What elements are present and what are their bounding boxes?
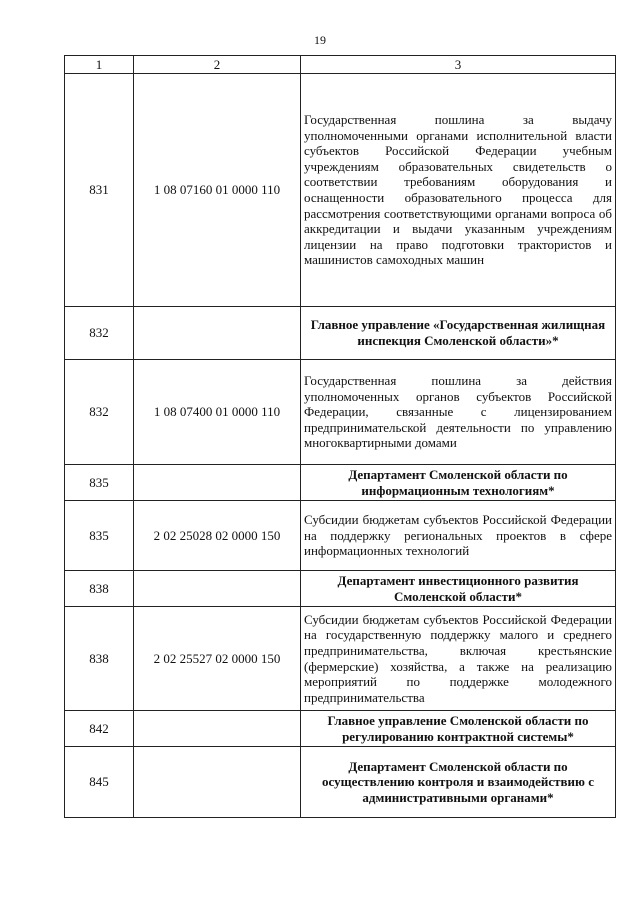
table-row: [65, 747, 616, 818]
admin-code: 832: [65, 307, 134, 360]
admin-code: 832: [65, 360, 134, 465]
column-header-3: 3: [301, 56, 616, 74]
revenue-description: Субсидии бюджетам субъектов Российской Федерации на поддержку региональных проектов в сфере информационных технологий: [301, 501, 616, 571]
budget-code: [134, 711, 301, 747]
admin-code: 838: [65, 607, 134, 711]
revenue-description: Субсидии бюджетам субъектов Российской Федерации на государственную поддержку малого и среднего предпринимательства, включая крестьянские (фермерские) хозяйства, а также на реализацию мероприятий по поддержке молодежного предпринимательства: [301, 607, 616, 711]
budget-code: 2 02 25527 02 0000 150: [134, 607, 301, 711]
revenue-description: Государственная пошлина за действия уполномоченных органов субъектов Российской Федерации, связанные с лицензированием предпринимательской деятельности по управлению многоквартирными домами: [301, 360, 616, 465]
column-header-1: 1: [65, 56, 134, 74]
admin-code: 831: [65, 74, 134, 307]
admin-code: 845: [65, 747, 134, 818]
table-row: [65, 465, 616, 501]
administrator-name: Главное управление «Государственная жилищная инспекция Смоленской области»*: [301, 307, 616, 360]
administrator-name: Департамент инвестиционного развития Смоленской области*: [301, 571, 616, 607]
table-row: [65, 360, 616, 465]
admin-code: 835: [65, 501, 134, 571]
budget-code: 1 08 07400 01 0000 110: [134, 360, 301, 465]
table-row: [65, 74, 616, 307]
table-row: [65, 607, 616, 711]
table-row: [65, 571, 616, 607]
admin-code: 835: [65, 465, 134, 501]
table-row: [65, 307, 616, 360]
column-header-2: 2: [134, 56, 301, 74]
admin-code: 842: [65, 711, 134, 747]
admin-code: 838: [65, 571, 134, 607]
administrator-name: Департамент Смоленской области по информационным технологиям*: [301, 465, 616, 501]
budget-code: [134, 465, 301, 501]
administrator-name: Департамент Смоленской области по осуществлению контроля и взаимодействию с административными органами*: [301, 747, 616, 818]
table-row: [65, 711, 616, 747]
page-number: 19: [314, 33, 326, 47]
revenue-description: Государственная пошлина за выдачу уполномоченными органами исполнительной власти субъектов Российской Федерации учебным учреждениям образовательных свидетельств о соответствии требованиям оборудования и оснащенности образовательного процесса для рассмотрения соответствующими органами вопроса об аккредитации и выдачи указанным учреждениям лицензии на право подготовки трактористов и машинистов самоходных машин: [301, 74, 616, 307]
budget-code: [134, 571, 301, 607]
budget-code: 2 02 25028 02 0000 150: [134, 501, 301, 571]
table-row: [65, 501, 616, 571]
budget-code: [134, 747, 301, 818]
budget-classification-table: [64, 55, 616, 818]
budget-code: [134, 307, 301, 360]
budget-code: 1 08 07160 01 0000 110: [134, 74, 301, 307]
header-row: [65, 56, 616, 74]
administrator-name: Главное управление Смоленской области по регулированию контрактной системы*: [301, 711, 616, 747]
